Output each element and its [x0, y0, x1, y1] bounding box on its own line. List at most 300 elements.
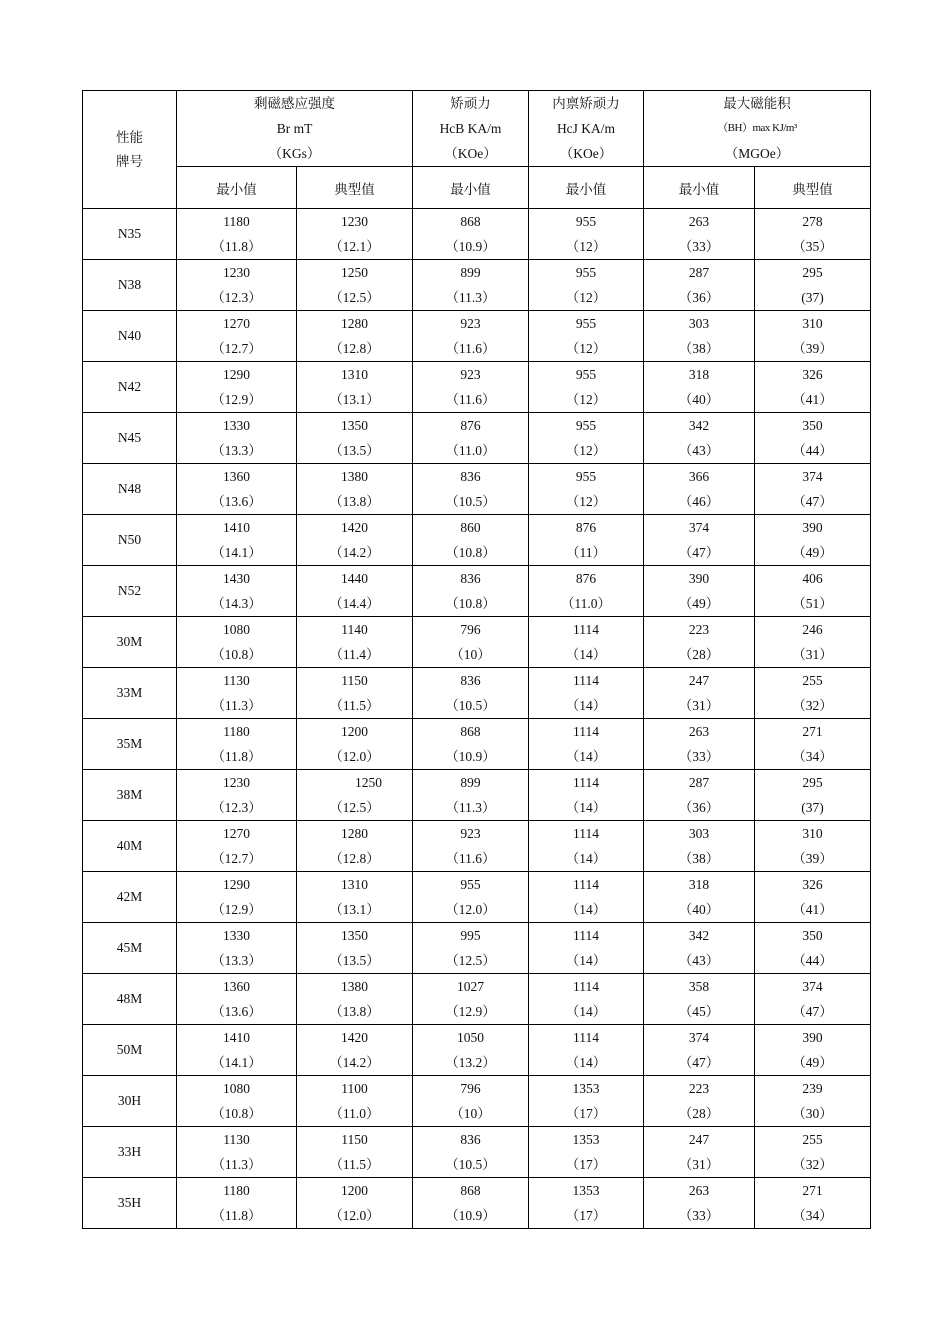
br-typ-cell [297, 1076, 413, 1127]
value-cgs: （47） [678, 545, 720, 560]
bhmax-unit-alt: （MGOe） [724, 146, 790, 161]
value-si: 955 [575, 316, 597, 331]
value-si: 223 [688, 622, 710, 637]
hcb-cell [413, 872, 529, 923]
value-cgs: （28） [678, 647, 720, 662]
value-cgs: （11.6） [445, 851, 496, 866]
bh-min-cell [644, 311, 755, 362]
value-si: 836 [460, 673, 481, 688]
value-cgs: （14） [565, 902, 607, 917]
value-cgs: （49） [792, 1055, 833, 1070]
value-si: 868 [460, 1183, 481, 1198]
grade-cell: 40M [83, 821, 177, 872]
value-cgs: （12.7） [211, 341, 262, 356]
value-cgs: （11.8） [211, 1208, 262, 1223]
value-si: 836 [460, 571, 481, 586]
grade-property-header [83, 91, 177, 209]
value-cgs: （12） [565, 494, 607, 509]
value-cgs: （12） [565, 341, 607, 356]
bh-min-cell [644, 1127, 755, 1178]
bh-min-cell [644, 515, 755, 566]
value-si: 255 [802, 673, 823, 688]
value-si: 1114 [573, 979, 599, 994]
value-cgs: （11.3） [211, 1157, 262, 1172]
bh-min-cell [644, 770, 755, 821]
value-si: 1150 [341, 673, 368, 688]
grade-cell: N35 [83, 209, 177, 260]
br-min-cell [177, 1127, 297, 1178]
value-cgs: （11.0） [329, 1106, 380, 1121]
value-cgs: （14） [565, 1055, 607, 1070]
value-si: 374 [688, 520, 710, 535]
table-row [83, 311, 871, 362]
value-cgs: （10.8） [211, 1106, 262, 1121]
value-si: 899 [460, 265, 481, 280]
bh-min-cell [644, 974, 755, 1025]
value-cgs: （34） [792, 1208, 833, 1223]
table-row [83, 413, 871, 464]
value-cgs: （43） [678, 443, 720, 458]
value-si: 955 [575, 214, 597, 229]
br-typ-cell [297, 1127, 413, 1178]
value-si: 1180 [223, 1183, 250, 1198]
br-typ-cell [297, 362, 413, 413]
value-si: 271 [802, 1183, 823, 1198]
value-si: 1430 [223, 571, 250, 586]
value-cgs: （11.3） [445, 290, 496, 305]
value-si: 1114 [573, 724, 599, 739]
value-si: 263 [688, 724, 710, 739]
value-cgs: （33） [678, 239, 720, 254]
bh-min-cell [644, 464, 755, 515]
hcj-cell [529, 617, 644, 668]
value-cgs: （12.0） [329, 1208, 380, 1223]
br-typ-cell [297, 566, 413, 617]
value-cgs: （36） [678, 800, 720, 815]
magnet-grade-table [82, 90, 871, 1229]
value-si: 358 [688, 979, 710, 994]
value-cgs: （35） [792, 239, 833, 254]
bh-typ-cell [755, 923, 871, 974]
grade-cell: 45M [83, 923, 177, 974]
value-cgs: （39） [792, 851, 833, 866]
value-cgs: （12.3） [211, 800, 262, 815]
value-si: 287 [688, 775, 710, 790]
hcb-cell [413, 923, 529, 974]
hcb-cell [413, 770, 529, 821]
hcb-cell [413, 209, 529, 260]
value-si: 303 [688, 316, 710, 331]
bh-typ-cell [755, 464, 871, 515]
table-row [83, 872, 871, 923]
bhmax-unit: （BH）max KJ/m³ [717, 122, 797, 134]
value-si: 955 [575, 265, 597, 280]
bh-typ-cell [755, 617, 871, 668]
value-cgs: （13.3） [211, 443, 262, 458]
br-min-header: 最小值 [177, 167, 297, 209]
value-cgs: （10.8） [445, 545, 496, 560]
hcb-cell [413, 515, 529, 566]
value-si: 1420 [341, 1030, 368, 1045]
value-cgs: （11.3） [445, 800, 496, 815]
value-si: 868 [460, 214, 481, 229]
value-si: 1280 [341, 316, 368, 331]
value-cgs: （41） [792, 902, 833, 917]
bh-min-header: 最小值 [644, 167, 755, 209]
value-cgs: （17） [565, 1106, 607, 1121]
value-cgs: （11.6） [445, 392, 496, 407]
value-cgs: （11.5） [329, 1157, 380, 1172]
grade-cell: 35H [83, 1178, 177, 1229]
bh-typ-cell [755, 209, 871, 260]
grade-cell: N38 [83, 260, 177, 311]
grade-cell: N42 [83, 362, 177, 413]
bh-min-cell [644, 617, 755, 668]
br-typ-cell [297, 872, 413, 923]
value-si: 350 [802, 418, 823, 433]
value-cgs: （14.2） [329, 1055, 380, 1070]
value-si: 326 [802, 367, 823, 382]
br-typ-cell [297, 311, 413, 362]
hcb-min-header: 最小值 [413, 167, 529, 209]
br-typ-cell [297, 464, 413, 515]
value-cgs: （31） [678, 1157, 720, 1172]
value-cgs: （11.8） [211, 239, 262, 254]
bhmax-title: 最大磁能积 [723, 96, 791, 111]
value-cgs: （47） [792, 494, 833, 509]
value-si: 390 [688, 571, 710, 586]
value-si: 318 [688, 877, 710, 892]
value-si: 1330 [223, 418, 250, 433]
br-typ-cell [297, 923, 413, 974]
br-min-cell [177, 413, 297, 464]
value-cgs: （40） [678, 902, 720, 917]
value-si: 1114 [573, 673, 599, 688]
grade-cell: 30H [83, 1076, 177, 1127]
hcb-cell [413, 821, 529, 872]
value-si: 1230 [223, 775, 250, 790]
hcj-cell [529, 464, 644, 515]
value-si: 342 [688, 928, 710, 943]
value-cgs: （11） [566, 545, 606, 560]
hcb-cell [413, 1127, 529, 1178]
bh-typ-cell [755, 260, 871, 311]
value-cgs: （12.5） [329, 800, 380, 815]
value-si: 1114 [573, 775, 599, 790]
value-cgs: （28） [678, 1106, 720, 1121]
hcj-header [529, 91, 644, 167]
table-row [83, 974, 871, 1025]
value-si: 1080 [223, 1081, 250, 1096]
value-si: 1410 [223, 520, 250, 535]
hcj-cell [529, 872, 644, 923]
value-cgs: （11.0） [445, 443, 496, 458]
value-si: 1180 [223, 214, 250, 229]
value-cgs: （12.0） [329, 749, 380, 764]
value-si: 1360 [223, 469, 250, 484]
grade-label: 牌号 [116, 153, 143, 169]
br-min-cell [177, 617, 297, 668]
hcj-cell [529, 260, 644, 311]
bh-typ-cell [755, 821, 871, 872]
value-cgs: （40） [678, 392, 720, 407]
br-typ-cell [297, 770, 413, 821]
value-cgs: （38） [678, 341, 720, 356]
value-si: 374 [802, 979, 823, 994]
grade-cell: N48 [83, 464, 177, 515]
value-si: 1290 [223, 877, 250, 892]
br-typ-cell [297, 515, 413, 566]
table-row [83, 1025, 871, 1076]
bh-min-cell [644, 362, 755, 413]
value-si: 350 [802, 928, 823, 943]
value-si: 1114 [573, 826, 599, 841]
value-si: 1410 [223, 1030, 250, 1045]
value-cgs: （12） [565, 239, 607, 254]
hcj-cell [529, 974, 644, 1025]
grade-cell: 48M [83, 974, 177, 1025]
hcj-cell [529, 668, 644, 719]
value-cgs: （47） [678, 1055, 720, 1070]
hcj-cell [529, 566, 644, 617]
value-si: 263 [688, 214, 710, 229]
value-cgs: （14） [565, 953, 607, 968]
value-si: 263 [688, 1183, 710, 1198]
value-cgs: （41） [792, 392, 833, 407]
value-cgs: （45） [678, 1004, 720, 1019]
br-min-cell [177, 923, 297, 974]
bh-min-cell [644, 260, 755, 311]
hcj-cell [529, 770, 644, 821]
value-cgs: （14.1） [211, 545, 262, 560]
table-row [83, 362, 871, 413]
br-title: 剩磁感应强度 [254, 96, 335, 111]
value-cgs: （33） [678, 749, 720, 764]
value-cgs: （11.8） [211, 749, 262, 764]
value-si: 295 [802, 775, 823, 790]
hcb-cell [413, 566, 529, 617]
br-min-cell [177, 566, 297, 617]
br-min-cell [177, 974, 297, 1025]
value-cgs: （10.9） [445, 239, 496, 254]
bh-typ-cell [755, 311, 871, 362]
value-si: 366 [688, 469, 710, 484]
value-si: 868 [460, 724, 481, 739]
hcb-cell [413, 464, 529, 515]
value-si: 796 [460, 622, 481, 637]
hcb-unit: HcB KA/m [439, 121, 502, 136]
value-cgs: （14） [565, 647, 607, 662]
value-si: 1180 [223, 724, 250, 739]
br-typ-cell [297, 413, 413, 464]
table-row [83, 1178, 871, 1229]
value-si: 876 [460, 418, 481, 433]
bh-min-cell [644, 872, 755, 923]
value-si: 1114 [573, 1030, 599, 1045]
value-cgs: （32） [792, 1157, 833, 1172]
bh-min-cell [644, 1178, 755, 1229]
table-row [83, 821, 871, 872]
value-si: 287 [688, 265, 710, 280]
hcb-cell [413, 413, 529, 464]
value-si: 955 [575, 418, 597, 433]
value-si: 899 [460, 775, 481, 790]
value-si: 1200 [341, 1183, 368, 1198]
table-row [83, 719, 871, 770]
bh-min-cell [644, 1076, 755, 1127]
value-si: 1050 [457, 1030, 484, 1045]
hcj-cell [529, 413, 644, 464]
value-si: 1330 [223, 928, 250, 943]
value-cgs: （14） [565, 698, 607, 713]
grade-cell: N50 [83, 515, 177, 566]
value-si: 295 [802, 265, 823, 280]
value-cgs: （13.5） [329, 953, 380, 968]
grade-cell: 50M [83, 1025, 177, 1076]
value-si: 1250 [341, 265, 368, 280]
value-cgs: （13.1） [329, 392, 380, 407]
hcj-cell [529, 362, 644, 413]
value-si: 246 [802, 622, 823, 637]
hcb-cell [413, 1076, 529, 1127]
br-min-cell [177, 668, 297, 719]
value-si: 876 [575, 520, 597, 535]
value-si: 1080 [223, 622, 250, 637]
value-si: 836 [460, 1132, 481, 1147]
value-cgs: （11.3） [211, 698, 262, 713]
value-si: 876 [575, 571, 597, 586]
value-cgs: （13.3） [211, 953, 262, 968]
hcj-cell [529, 311, 644, 362]
value-cgs: （10.5） [445, 698, 496, 713]
hcj-cell [529, 209, 644, 260]
hcb-cell [413, 311, 529, 362]
br-min-cell [177, 362, 297, 413]
grade-cell: 38M [83, 770, 177, 821]
table-row [83, 770, 871, 821]
value-cgs: （10） [450, 1106, 491, 1121]
value-cgs: （12.9） [211, 902, 262, 917]
bh-min-cell [644, 1025, 755, 1076]
hcj-cell [529, 719, 644, 770]
br-typ-cell [297, 1178, 413, 1229]
value-si: 955 [575, 469, 597, 484]
bh-min-cell [644, 821, 755, 872]
value-cgs: （12.7） [211, 851, 262, 866]
br-min-cell [177, 821, 297, 872]
br-min-cell [177, 515, 297, 566]
value-cgs: （47） [792, 1004, 833, 1019]
value-cgs: （10.8） [445, 596, 496, 611]
bh-min-cell [644, 566, 755, 617]
value-si: 1420 [341, 520, 368, 535]
value-cgs: （11.6） [445, 341, 496, 356]
bh-typ-cell [755, 566, 871, 617]
value-cgs: （11.0） [560, 596, 612, 611]
value-si: 1230 [341, 214, 368, 229]
value-si: 1353 [572, 1081, 600, 1096]
value-cgs: （14.3） [211, 596, 262, 611]
value-cgs: （12） [565, 392, 607, 407]
table-row [83, 1127, 871, 1178]
br-min-cell [177, 311, 297, 362]
bh-typ-cell [755, 719, 871, 770]
value-si: 1200 [341, 724, 368, 739]
br-min-cell [177, 1076, 297, 1127]
bh-typ-cell [755, 1025, 871, 1076]
table-row [83, 515, 871, 566]
value-si: 995 [460, 928, 481, 943]
value-cgs: （13.6） [211, 1004, 262, 1019]
value-si: 247 [688, 673, 710, 688]
br-min-cell [177, 464, 297, 515]
br-typ-cell [297, 260, 413, 311]
value-cgs: （10.5） [445, 494, 496, 509]
table-row [83, 1076, 871, 1127]
br-typ-header: 典型值 [297, 167, 413, 209]
bh-min-cell [644, 668, 755, 719]
hcj-min-header: 最小值 [529, 167, 644, 209]
value-si: 860 [460, 520, 481, 535]
br-min-cell [177, 872, 297, 923]
hcb-header [413, 91, 529, 167]
hcb-cell [413, 260, 529, 311]
grade-cell: N45 [83, 413, 177, 464]
hcb-cell [413, 1025, 529, 1076]
hcj-cell [529, 1025, 644, 1076]
value-si: 1150 [341, 1132, 368, 1147]
bh-typ-cell [755, 413, 871, 464]
value-si: 1290 [223, 367, 250, 382]
value-si: 278 [802, 214, 823, 229]
value-cgs: （13.8） [329, 494, 380, 509]
value-cgs: （30） [792, 1106, 833, 1121]
hcj-cell [529, 1178, 644, 1229]
value-cgs: （43） [678, 953, 720, 968]
value-si: 255 [802, 1132, 823, 1147]
hcb-cell [413, 974, 529, 1025]
br-min-cell [177, 719, 297, 770]
br-typ-cell [297, 209, 413, 260]
br-min-cell [177, 1025, 297, 1076]
br-typ-cell [297, 974, 413, 1025]
br-typ-cell [297, 821, 413, 872]
value-si: 303 [688, 826, 710, 841]
hcj-cell [529, 1076, 644, 1127]
br-min-cell [177, 770, 297, 821]
value-si: 1310 [341, 367, 368, 382]
value-si: 374 [688, 1030, 710, 1045]
bh-typ-cell [755, 1127, 871, 1178]
value-cgs: （11.5） [329, 698, 380, 713]
br-unit-alt: （KGs） [268, 146, 321, 161]
bh-typ-cell [755, 515, 871, 566]
bh-typ-cell [755, 668, 871, 719]
value-cgs: （13.8） [329, 1004, 380, 1019]
value-si: 1140 [341, 622, 368, 637]
grade-cell: 33M [83, 668, 177, 719]
grade-cell: N52 [83, 566, 177, 617]
value-si: 955 [575, 367, 597, 382]
value-si: 1250 [355, 775, 382, 790]
value-cgs: （32） [792, 698, 833, 713]
grade-cell: 42M [83, 872, 177, 923]
value-si: 390 [802, 520, 823, 535]
value-cgs: （12.5） [445, 953, 496, 968]
value-si: 406 [802, 571, 823, 586]
value-cgs: (37) [801, 290, 824, 305]
bh-min-cell [644, 209, 755, 260]
